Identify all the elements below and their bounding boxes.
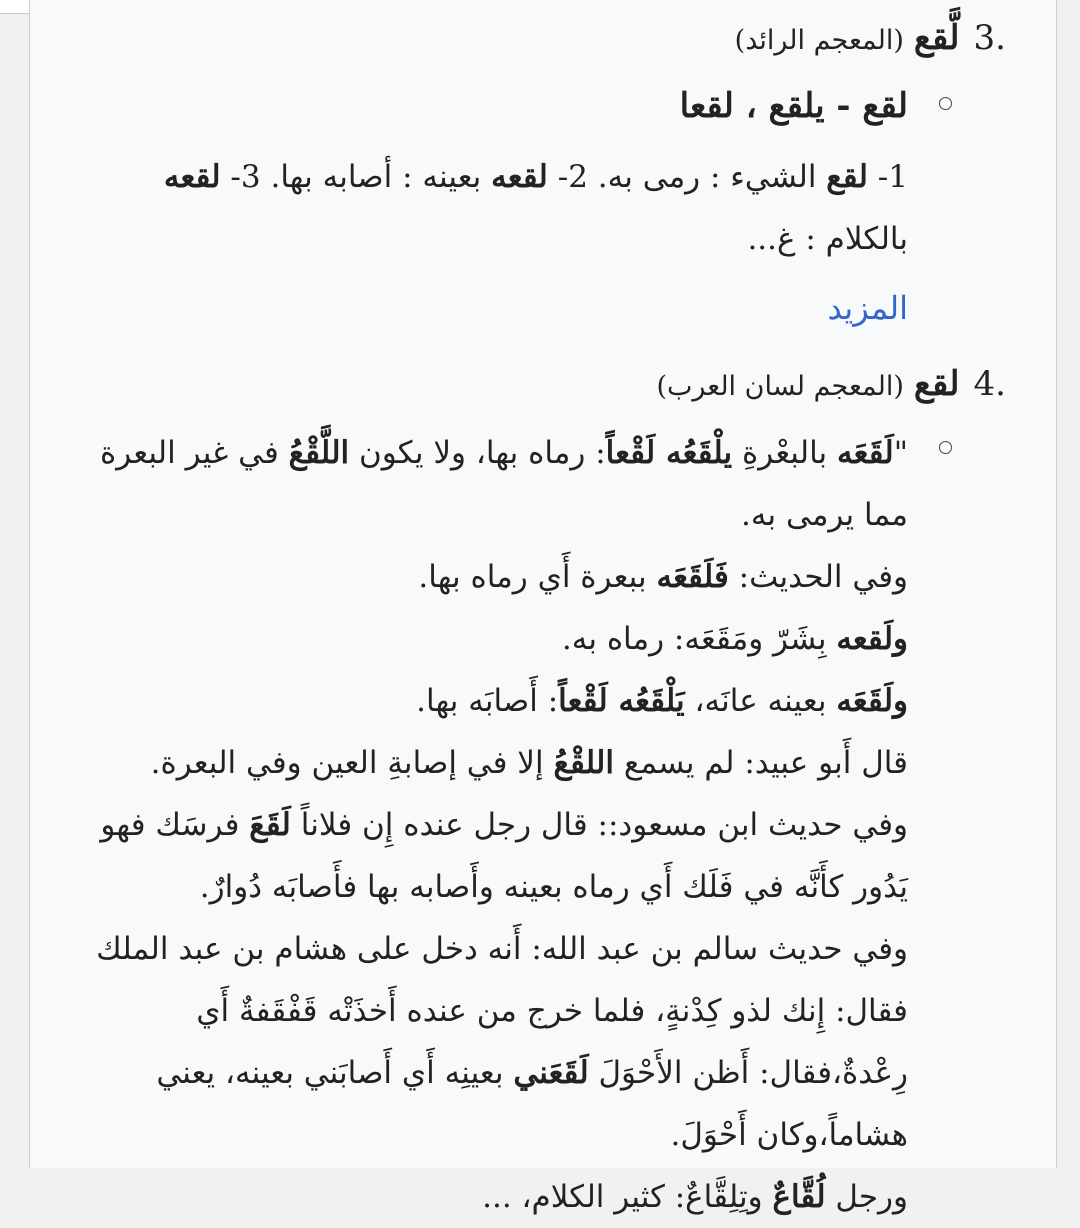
entry-source: (المعجم الرائد) [734, 25, 904, 56]
body-paragraph: ولَقعه بِشَرّ ومَقَعَه: رماه به. [561, 621, 908, 657]
body-paragraph: وفي حديث سالم بن عبد الله: أَنه دخل على هشام بن عبد الملك فقال: إِنك لذو كِدْنةٍ، فلما خرج من عنده أَخذَتْه قَفْقَفةٌ أَي رِعْدةٌ،فقال: أَظن الأَحْوَلَ لَقَعَني بعينِه أَي أَصابَني بعينه، يعني هشاماً،وكان أَحْوَلَ. [96, 931, 908, 1153]
entry-word: لقع [913, 364, 960, 404]
entry-3-definition [108, 146, 908, 270]
entry-4-heading[interactable] [656, 362, 1006, 409]
body-paragraph: وفي حديث ابن مسعود:: قال رجل عنده إِن فلاناً لَقَعَ فرسَك فهو يَدُور كأَنَّه في فَلَك أَي رماه بعينه وأَصابه بها فأَصابَه دُوارٌ. [100, 807, 908, 905]
definition-text: 1- لقع الشيء : رمى به. 2- لقعه بعينه : أصابه بها. 3- لقعه بالكلام : غ... [163, 159, 908, 257]
body-paragraph: قال أَبو عبيد: لم يسمع اللقْعُ إلا في إصابةِ العين وفي البعرة. [150, 745, 908, 781]
entry-source: (المعجم لسان العرب) [656, 371, 904, 402]
body-paragraph: ولَقَعَه بعينه عانَه، يَلْقَعُه لَقْعاً: أَصابَه بها. [416, 683, 908, 719]
entry-number: 4. [973, 364, 1006, 404]
entry-3-heading[interactable] [735, 16, 1006, 63]
entry-4-body [80, 422, 908, 1215]
entry-word: لَّقع [913, 18, 960, 58]
bullet-icon [939, 441, 952, 454]
body-paragraph: "لَقَعَه بالبعْرةِ يلْقَعُه لَقْعاً: رماه بها، ولا يكون اللَّقْعُ في غير البعرة مما يرمى به. [100, 435, 908, 533]
body-paragraph: وفي الحديث: فَلَقَعَه ببعرة أَي رماه بها. [418, 559, 908, 595]
more-link[interactable]: المزيد [827, 289, 908, 327]
entry-3-subheading: لقع - يلقع ، لقعا [679, 86, 908, 126]
bullet-icon [939, 97, 952, 110]
entry-number: 3. [973, 18, 1006, 58]
body-paragraph: ورجل لُقَّاعٌ وتِلِقَّاعٌ: كثير الكلام، ... [482, 1179, 908, 1215]
